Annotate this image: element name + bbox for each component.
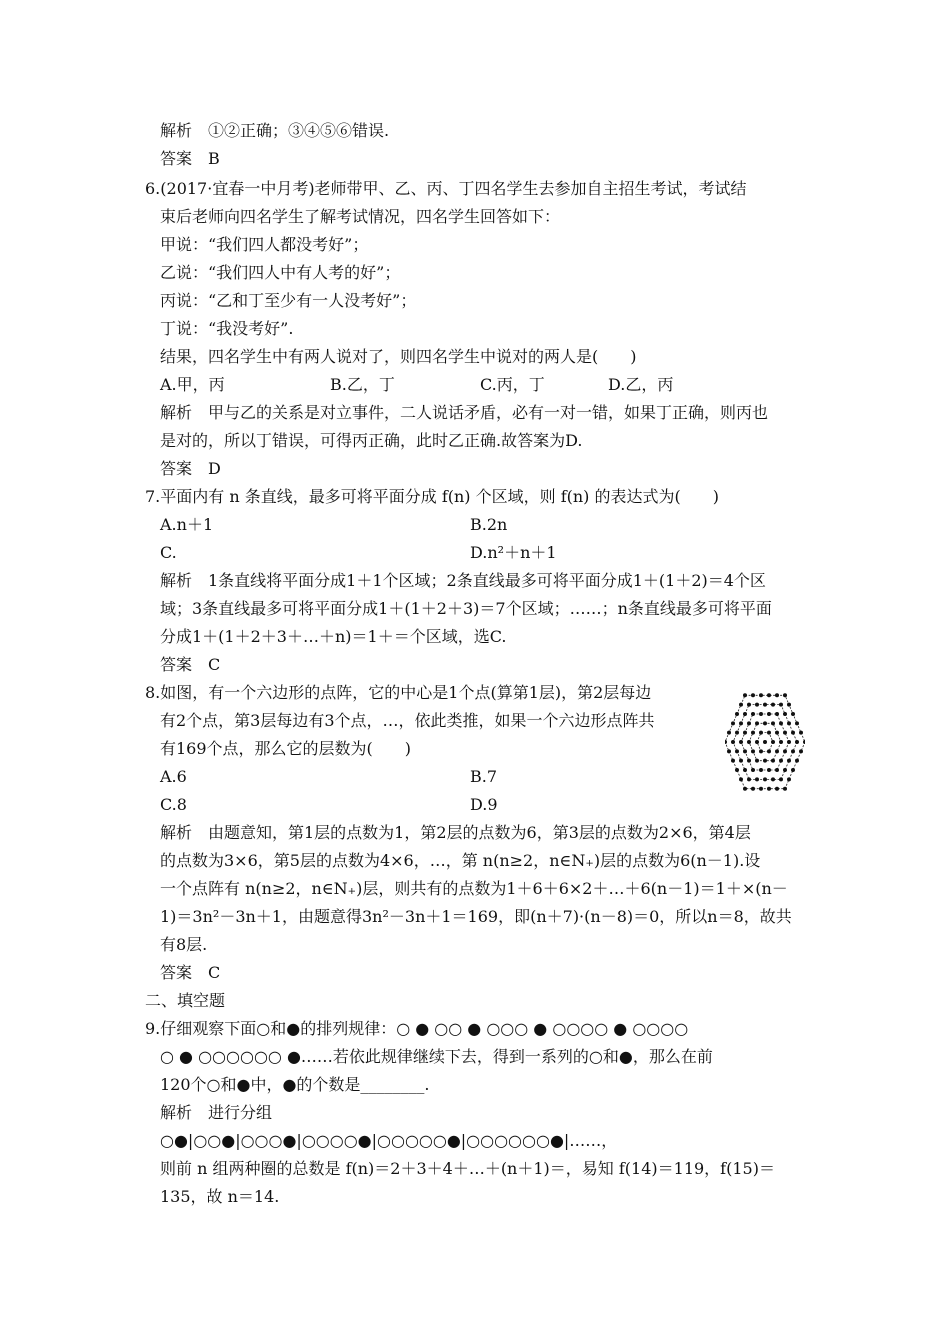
lattice-dot — [783, 749, 787, 753]
analysis-6-cont: 是对的，所以丁错误，可得丙正确，此时乙正确.故答案为D. — [160, 431, 583, 450]
lattice-dot — [791, 731, 795, 735]
lattice-dot — [787, 721, 791, 725]
lattice-dot — [727, 749, 731, 753]
lattice-dot — [771, 759, 775, 763]
option-7d: D.n²＋n＋1 — [470, 543, 557, 562]
lattice-dot — [799, 749, 803, 753]
lattice-dot — [783, 768, 787, 772]
lattice-dot — [725, 740, 727, 744]
answer-6: 答案 D — [160, 459, 221, 478]
lattice-dot — [755, 759, 759, 763]
lattice-dot — [779, 721, 783, 725]
lattice-dot — [731, 740, 735, 744]
question-7-stem: 7.平面内有 n 条直线，最多可将平面分成 f(n) 个区域，则 f(n) 的表达式为( ) — [145, 487, 719, 506]
lattice-dot — [783, 712, 787, 716]
lattice-dot — [763, 759, 767, 763]
option-8c: C.8 — [160, 795, 187, 814]
lattice-dot — [771, 740, 775, 744]
lattice-dot — [751, 731, 755, 735]
lattice-dot — [767, 768, 771, 772]
lattice-dot — [779, 759, 783, 763]
question-8-stem-cont-1: 有2个点，第3层每边有3个点，…，依此类推，如果一个六边形点阵共 — [160, 711, 655, 730]
question-6-stem-cont: 束后老师向四名学生了解考试情况，四名学生回答如下： — [160, 207, 561, 226]
lattice-dot — [739, 777, 743, 781]
analysis-7-cont-1: 域；3条直线最多可将平面分成1＋(1＋2＋3)＝7个区域；……；n条直线最多可将平面 — [160, 599, 772, 618]
lattice-dot — [739, 703, 743, 707]
lattice-dot — [799, 731, 803, 735]
lattice-dot — [775, 749, 779, 753]
lattice-dot — [735, 768, 739, 772]
lattice-dot — [763, 777, 767, 781]
lattice-dot — [791, 712, 795, 716]
lattice-dot — [759, 787, 763, 791]
lattice-dot — [751, 768, 755, 772]
lattice-dot — [731, 759, 735, 763]
question-9-stem-cont-1: ○ ● ○○○○○○ ●……若依此规律继续下去，得到一系列的○和●，那么在前 — [160, 1047, 713, 1066]
lattice-dot — [755, 703, 759, 707]
statement-ding: 丁说：“我没考好”. — [160, 319, 294, 338]
statement-yi: 乙说：“我们四人中有人考的好”； — [160, 263, 401, 282]
lattice-dot — [763, 703, 767, 707]
lattice-dot — [743, 693, 747, 697]
question-8-stem: 8.如图，有一个六边形的点阵，它的中心是1个点(算第1层)，第2层每边 — [145, 683, 652, 702]
answer-8: 答案 C — [160, 963, 221, 982]
lattice-dot — [783, 693, 787, 697]
lattice-dot — [743, 731, 747, 735]
lattice-dot — [755, 740, 759, 744]
lattice-dot — [767, 693, 771, 697]
analysis-8-cont-3: 1)＝3n²－3n＋1，由题意得3n²－3n＋1＝169，即(n＋7)·(n－8)＝0，所以n＝8，故共 — [160, 907, 792, 926]
statement-bing: 丙说：“乙和丁至少有一人没考好”； — [160, 291, 417, 310]
lattice-dot — [759, 768, 763, 772]
lattice-dot — [735, 712, 739, 716]
lattice-dot — [787, 759, 791, 763]
analysis-9-grouping: ○●|○○●|○○○●|○○○○●|○○○○○●|○○○○○○●|……， — [160, 1131, 618, 1150]
question-9-stem: 9.仔细观察下面○和●的排列规律：○ ● ○○ ● ○○○ ● ○○○○ ● ○○○○ — [145, 1019, 689, 1038]
lattice-dot — [743, 768, 747, 772]
lattice-dot — [775, 768, 779, 772]
question-6-stem: 6.(2017·宜春一中月考)老师带甲、乙、丙、丁四名学生去参加自主招生考试，考试结 — [145, 179, 747, 198]
lattice-dot — [763, 721, 767, 725]
option-6a: A.甲，丙 — [160, 375, 225, 394]
answer-7: 答案 C — [160, 655, 221, 674]
option-6d: D.乙，丙 — [608, 375, 674, 394]
lattice-dot — [735, 731, 739, 735]
lattice-dot — [743, 712, 747, 716]
lattice-dot — [751, 787, 755, 791]
option-6b: B.乙，丁 — [330, 375, 395, 394]
lattice-dot — [747, 759, 751, 763]
lattice-dot — [759, 693, 763, 697]
lattice-dot — [787, 777, 791, 781]
analysis-7-cont-2: 分成1＋(1＋2＋3＋…＋n)＝1＋＝个区域，选C. — [160, 627, 507, 646]
lattice-dot — [747, 703, 751, 707]
question-9-stem-cont-2: 120个○和●中，●的个数是________. — [160, 1075, 430, 1094]
lattice-dot — [783, 787, 787, 791]
lattice-dot — [735, 749, 739, 753]
lattice-dot — [727, 731, 731, 735]
analysis-9: 解析 进行分组 — [160, 1103, 273, 1122]
lattice-dot — [775, 787, 779, 791]
option-6c: C.丙，丁 — [480, 375, 545, 394]
lattice-dot — [743, 749, 747, 753]
lattice-dot — [767, 731, 771, 735]
lattice-dot — [755, 721, 759, 725]
lattice-dot — [747, 740, 751, 744]
lattice-dot — [771, 777, 775, 781]
lattice-dot — [759, 731, 763, 735]
lattice-dot — [739, 759, 743, 763]
lattice-dot — [775, 693, 779, 697]
lattice-dot — [767, 712, 771, 716]
analysis-8: 解析 由题意知，第1层的点数为1，第2层的点数为6，第3层的点数为2×6，第4层 — [160, 823, 751, 842]
option-7c: C. — [160, 543, 177, 562]
lattice-dot — [759, 712, 763, 716]
question-8-stem-cont-2: 有169个点，那么它的层数为( ) — [160, 739, 412, 758]
lattice-dot — [759, 749, 763, 753]
lattice-dot — [739, 740, 743, 744]
lattice-dot — [779, 703, 783, 707]
lattice-dot — [795, 740, 799, 744]
section-heading-fill-in: 二、填空题 — [145, 991, 226, 1010]
lattice-dot — [779, 777, 783, 781]
lattice-dot — [767, 749, 771, 753]
analysis-8-cont-1: 的点数为3×6，第5层的点数为4×6，…，第 n(n≥2，n∈N₊)层的点数为6(n－1).设 — [160, 851, 761, 870]
hexagonal-dot-lattice-figure — [725, 673, 805, 811]
option-8d: D.9 — [470, 795, 498, 814]
option-7a: A.n＋1 — [160, 515, 214, 534]
lattice-dot — [771, 703, 775, 707]
option-8a: A.6 — [160, 767, 187, 786]
lattice-dot — [743, 787, 747, 791]
lattice-dot — [791, 768, 795, 772]
analysis-9-cont-1: 则前 n 组两种圈的总数是 f(n)＝2＋3＋4＋…＋(n＋1)＝，易知 f(14)＝119，f(15)＝ — [160, 1159, 775, 1178]
lattice-dot — [795, 759, 799, 763]
lattice-dot — [755, 777, 759, 781]
answer-5: 答案 B — [160, 149, 220, 168]
lattice-dot — [787, 703, 791, 707]
analysis-6: 解析 甲与乙的关系是对立事件，二人说话矛盾，必有一对一错，如果丁正确，则丙也 — [160, 403, 769, 422]
option-8b: B.7 — [470, 767, 498, 786]
analysis-9-cont-2: 135，故 n＝14. — [160, 1187, 280, 1206]
analysis-8-cont-4: 有8层. — [160, 935, 208, 954]
lattice-dot — [803, 740, 805, 744]
lattice-dot — [771, 721, 775, 725]
question-6-prompt: 结果，四名学生中有两人说对了，则四名学生中说对的两人是( ) — [160, 347, 637, 366]
lattice-dot — [775, 731, 779, 735]
option-7b: B.2n — [470, 515, 508, 534]
lattice-dot — [751, 693, 755, 697]
lattice-dot — [747, 721, 751, 725]
lattice-dot — [787, 740, 791, 744]
lattice-dot — [795, 721, 799, 725]
lattice-dot — [779, 740, 783, 744]
lattice-dot — [751, 749, 755, 753]
answer-analysis-5: 解析 ①②正确；③④⑤⑥错误. — [160, 121, 390, 140]
statement-jia: 甲说：“我们四人都没考好”； — [160, 235, 369, 254]
analysis-7: 解析 1条直线将平面分成1＋1个区域；2条直线最多可将平面分成1＋(1＋2)＝4个区 — [160, 571, 766, 590]
lattice-dot — [751, 712, 755, 716]
lattice-dot — [739, 721, 743, 725]
lattice-dot — [731, 721, 735, 725]
lattice-dot — [791, 749, 795, 753]
lattice-dot — [783, 731, 787, 735]
lattice-dot — [775, 712, 779, 716]
analysis-8-cont-2: 一个点阵有 n(n≥2，n∈N₊)层，则共有的点数为1＋6＋6×2＋…＋6(n－1)＝1＋×(n－ — [160, 879, 788, 898]
lattice-center-dot — [763, 740, 767, 744]
lattice-dot — [767, 787, 771, 791]
lattice-dot — [747, 777, 751, 781]
